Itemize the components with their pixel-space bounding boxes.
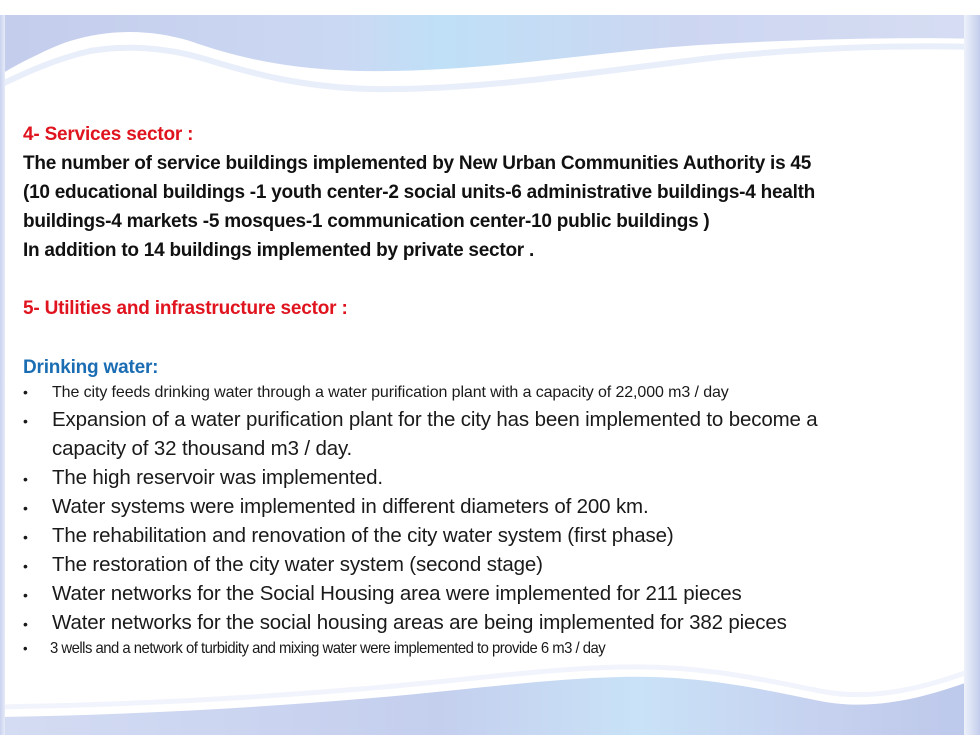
bullet-icon: • (23, 529, 28, 545)
bullet-item-wells-network (23, 640, 605, 658)
bullet-item-rehabilitation-first-phase (23, 524, 674, 548)
bullet-text: The restoration of the city water system (second stage) (52, 553, 543, 576)
utilities-sector-heading: 5- Utilities and infrastructure sector : (23, 298, 348, 319)
slide-content (0, 15, 980, 735)
bullet-icon: • (23, 413, 28, 429)
bullet-text: 3 wells and a network of turbidity and mixing water were implemented to provide 6 m3 / day (49, 640, 606, 657)
presentation-slide (0, 15, 980, 735)
bullet-item-plant-expansion (23, 408, 818, 432)
bullet-icon: • (23, 471, 28, 487)
services-paragraph-line-2: (10 educational buildings -1 youth center-2 social units-6 administrative buildings-4 health (23, 182, 816, 203)
bullet-text: The high reservoir was implemented. (52, 466, 383, 489)
drinking-water-subheading: Drinking water: (23, 357, 159, 378)
bullet-icon: • (23, 587, 28, 603)
bullet-item-water-systems (23, 495, 649, 519)
bullet-text: Water systems were implemented in different diameters of 200 km. (52, 495, 649, 518)
bullet-text: Water networks for the social housing areas are being implemented for 382 pieces (52, 611, 787, 634)
bullet-item-restoration-second-stage (23, 553, 543, 577)
bullet-icon: • (23, 384, 28, 400)
bullet-icon: • (23, 616, 28, 632)
bullet-item-purification-plant (23, 384, 729, 402)
bullet-icon: • (23, 558, 28, 574)
bullet-item-high-reservoir (23, 466, 383, 490)
bullet-continuation-plant-expansion: capacity of 32 thousand m3 / day. (52, 437, 353, 460)
bullet-text: Expansion of a water purification plant for the city has been implemented to become a (52, 408, 818, 431)
bullet-item-social-housing-211 (23, 582, 742, 606)
services-paragraph-line-3: buildings-4 markets -5 mosques-1 communication center-10 public buildings ) (23, 211, 710, 232)
bullet-text: Water networks for the Social Housing area were implemented for 211 pieces (52, 582, 742, 605)
bullet-icon: • (23, 640, 28, 656)
bullet-item-social-housing-382 (23, 611, 787, 635)
bullet-icon: • (23, 500, 28, 516)
bullet-text: The rehabilitation and renovation of the city water system (first phase) (52, 524, 674, 547)
services-sector-heading: 4- Services sector : (23, 124, 194, 145)
bullet-text: The city feeds drinking water through a water purification plant with a capacity of 22,000 m3 / day (52, 384, 729, 401)
services-paragraph-line-1: The number of service buildings implemented by New Urban Communities Authority is 45 (23, 153, 812, 174)
services-paragraph-line-4: In addition to 14 buildings implemented by private sector . (23, 240, 534, 261)
